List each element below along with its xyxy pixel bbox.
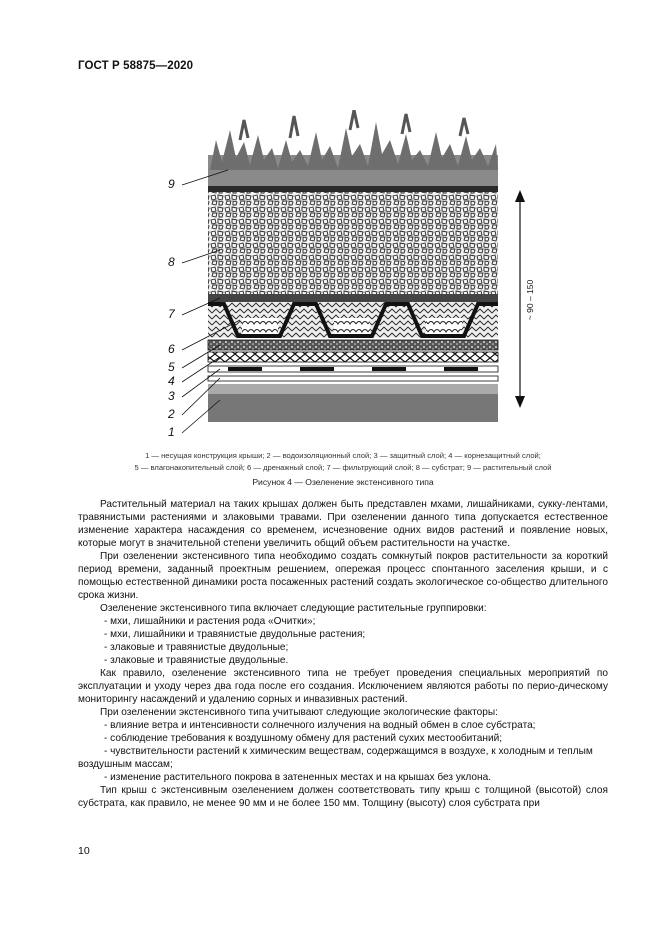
paragraph: Как правило, озеленение экстенсивного типа не требует проведения специальных мероприятий по эксплуатации и уходу через два года после его создания. Исключением являются работы по перио-дическому мониторингу насаждений и удалению сорных и инвазивных растений.: [78, 668, 608, 705]
moisture-layer: [208, 340, 498, 350]
protective-layer: [208, 366, 498, 372]
list-item: - мхи, лишайники и растения рода «Очитки»;: [104, 616, 316, 627]
list-item: - изменение растительного покрова в затененных местах и на крышах без уклона.: [104, 772, 492, 783]
page-number: 10: [78, 845, 90, 857]
substrate-layer: [208, 192, 498, 296]
paragraph: Тип крыш с экстенсивным озеленением должен соответствовать типу крыш с толщиной (высотой) слоя субстрата, как правило, не менее 90 мм и не более 150 мм. Толщину (высоту) слоя субстрата при: [78, 785, 608, 809]
paragraph: При озеленении экстенсивного типа учитывают следующие экологические факторы:: [100, 707, 498, 718]
list-item: - влияние ветра и интенсивности солнечного излучения на водный обмен в слое субстрата;: [104, 720, 536, 731]
body-text: [78, 498, 608, 810]
drainage-layer: [208, 302, 498, 338]
paragraph: Озеленение экстенсивного типа включает следующие растительные группировки:: [100, 603, 487, 614]
figure-legend-line-1: 1 — несущая конструкция крыши; 2 — водоизоляционный слой; 3 — защитный слой; 4 — корнезащитный слой;: [145, 451, 541, 460]
list-item: - злаковые и травянистые двудольные;: [104, 642, 289, 653]
document-code: ГОСТ Р 58875—2020: [78, 60, 194, 72]
roof-cross-section-diagram: [140, 110, 550, 455]
roof-layers-figure: [140, 110, 550, 455]
layer-number-3: 3: [168, 389, 175, 403]
root-barrier-layer: [208, 352, 498, 362]
paragraph: Растительный материал на таких крышах должен быть представлен мхами, лишайниками, сукку-лентами, травянистыми растениями и злаковыми травами. При озеленении данного типа допускается естественное изменение характера насаждения со временем, исчезновение одних видов растений и появление новых, которые могут в значительной степени увеличить общий объем растительности на участке.: [78, 499, 608, 549]
paragraph: При озеленении экстенсивного типа необходимо создать сомкнутый покров растительности за короткий период времени, заданный проектным решением, опережая процесс спонтанного заселения крыши, и с помощью естественной динамики роста посаженных растений создать экологическое со-общество длительного срока жизни.: [78, 551, 608, 601]
layer-number-7: 7: [168, 307, 175, 321]
dimension-label: ~ 90 – 150: [525, 279, 535, 321]
layer-number-5: 5: [168, 360, 175, 374]
figure-legend-line-2: 5 — влагонакопительный слой; 6 — дренажный слой; 7 — фильтрующий слой; 8 — субстрат; 9 — растительный слой: [134, 463, 552, 472]
figure-caption: Рисунок 4 — Озеленение экстенсивного типа: [252, 477, 434, 487]
layer-number-2: 2: [168, 407, 175, 421]
waterproof-layer: [208, 376, 498, 381]
layer-number-6: 6: [168, 342, 175, 356]
filter-layer: [208, 294, 498, 302]
dimension-arrow: [515, 190, 525, 408]
layer-number-9: 9: [168, 177, 175, 191]
layer-number-8: 8: [168, 255, 175, 269]
list-item: - соблюдение требования к воздушному обмену для растений сухих местообитаний;: [104, 733, 503, 744]
layer-number-4: 4: [168, 374, 175, 388]
list-item: - злаковые и травянистые двудольные.: [104, 655, 289, 666]
list-item: - мхи, лишайники и травянистые двудольные растения;: [104, 629, 366, 640]
list-item: - чувствительности растений к химическим веществам, содержащимся в воздухе, к холодным и теплым воздушным массам;: [78, 746, 593, 770]
layer-number-1: 1: [168, 425, 175, 439]
vegetation-layer: [208, 110, 498, 192]
